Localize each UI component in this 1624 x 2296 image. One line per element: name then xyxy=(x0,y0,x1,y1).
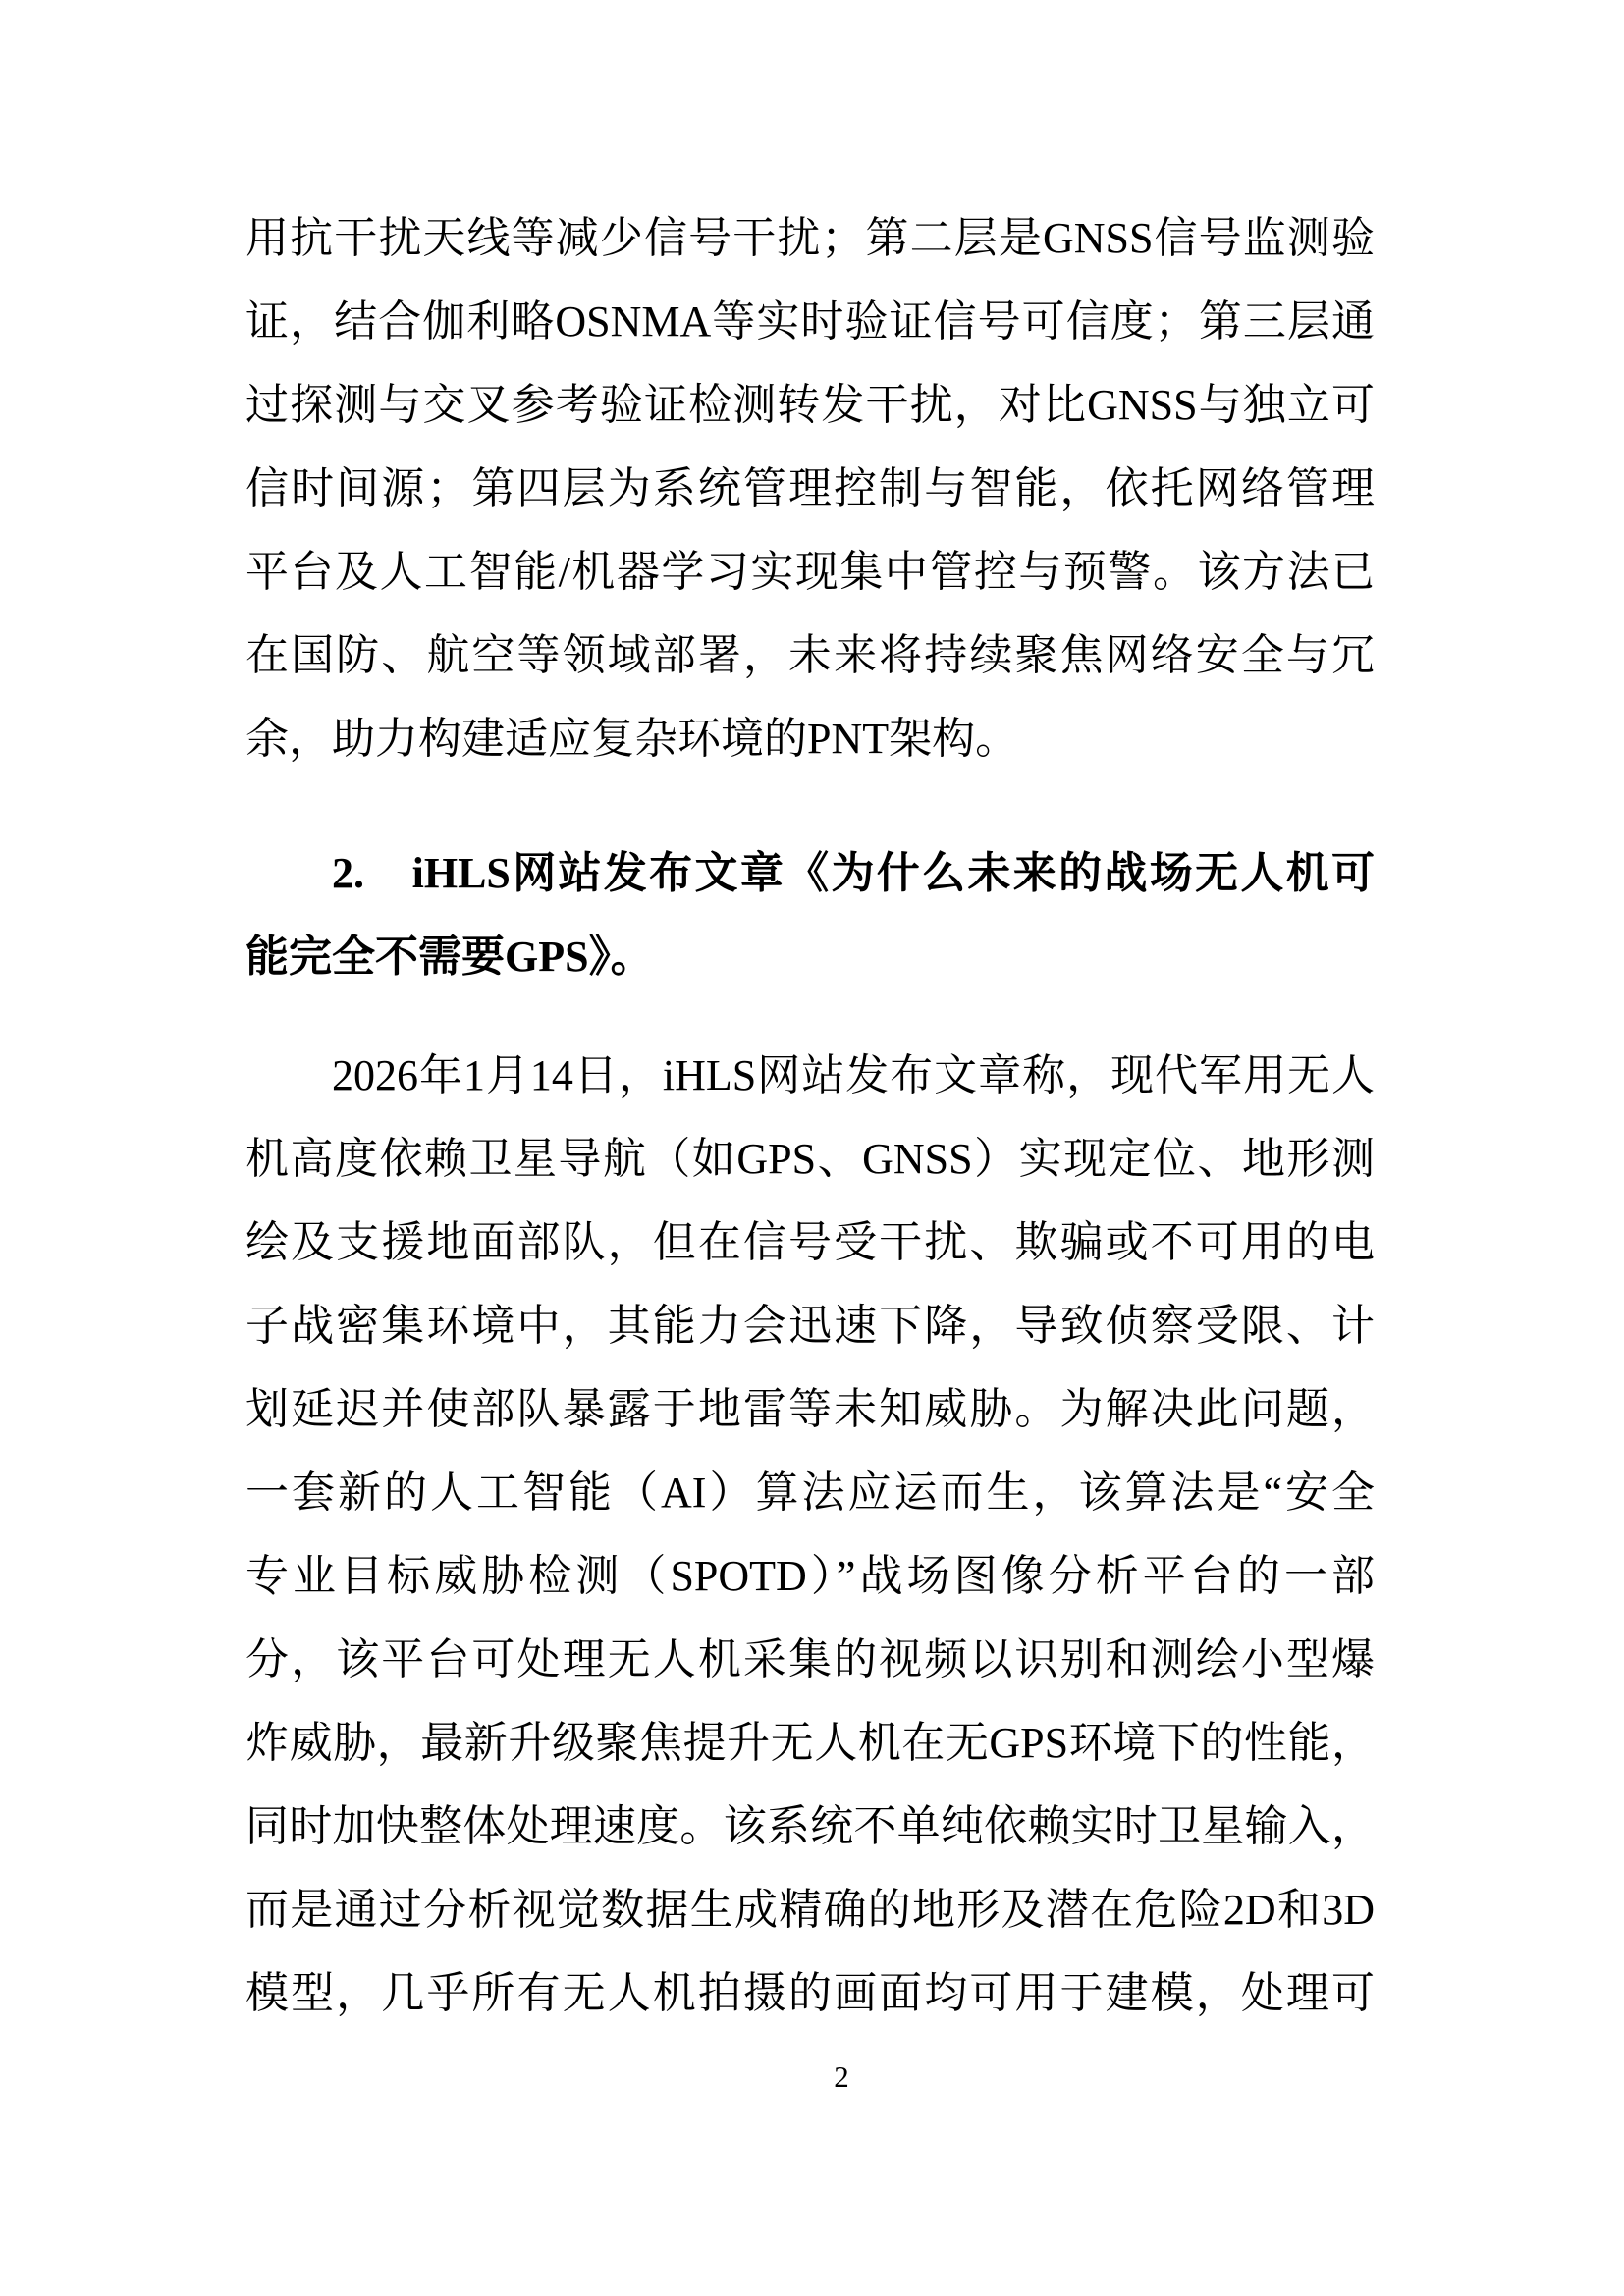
p1-line: 平台及人工智能/机器学习实现集中管控与预警。该方法已 xyxy=(245,548,1375,596)
p2-line: 划延迟并使部队暴露于地雷等未知威胁。为解决此问题， xyxy=(245,1385,1375,1433)
p2-line: 炸威胁，最新升级聚焦提升无人机在无GPS环境下的性能， xyxy=(245,1719,1375,1767)
p1-line: 余，助力构建适应复杂环境的PNT架构。 xyxy=(245,715,1019,763)
section-heading xyxy=(245,831,1375,998)
paragraph-continuation xyxy=(245,196,1375,780)
p1-line: 在国防、航空等领域部署，未来将持续聚焦网络安全与冗 xyxy=(245,631,1375,679)
p1-line: 用抗干扰天线等减少信号干扰；第二层是GNSS信号监测验 xyxy=(245,214,1375,262)
p2-line: 一套新的人工智能（AI）算法应运而生，该算法是“安全 xyxy=(245,1468,1375,1517)
p1-line: 信时间源；第四层为系统管理控制与智能，依托网络管理 xyxy=(245,464,1375,512)
p2-line: 模型，几乎所有无人机拍摄的画面均可用于建模，处理可 xyxy=(245,1969,1375,2017)
p2-line: 绘及支援地面部队，但在信号受干扰、欺骗或不可用的电 xyxy=(245,1218,1375,1266)
p2-line: 机高度依赖卫星导航（如GPS、GNSS）实现定位、地形测 xyxy=(245,1135,1375,1183)
p1-line: 过探测与交叉参考验证检测转发干扰，对比GNSS与独立可 xyxy=(245,381,1375,429)
p2-line: 专业目标威胁检测（SPOTD）”战场图像分析平台的一部 xyxy=(245,1552,1375,1600)
p2-line: 而是通过分析视觉数据生成精确的地形及潜在危险2D和3D xyxy=(245,1886,1375,1934)
heading-line: 2. iHLS网站发布文章《为什么未来的战场无人机可 xyxy=(332,849,1375,897)
page-number: 2 xyxy=(834,2059,849,2094)
p2-line: 同时加快整体处理速度。该系统不单纯依赖实时卫星输入， xyxy=(245,1802,1375,1850)
p2-line: 2026年1月14日，iHLS网站发布文章称，现代军用无人 xyxy=(332,1051,1375,1099)
text-block xyxy=(245,196,1375,2035)
p1-line: 证，结合伽利略OSNMA等实时验证信号可信度；第三层通 xyxy=(245,297,1375,346)
heading-line: 能完全不需要GPS》。 xyxy=(245,933,654,981)
p2-line: 子战密集环境中，其能力会迅速下降，导致侦察受限、计 xyxy=(245,1302,1375,1350)
paragraph-2 xyxy=(245,1034,1375,2035)
p2-line: 分，该平台可处理无人机采集的视频以识别和测绘小型爆 xyxy=(245,1635,1375,1683)
